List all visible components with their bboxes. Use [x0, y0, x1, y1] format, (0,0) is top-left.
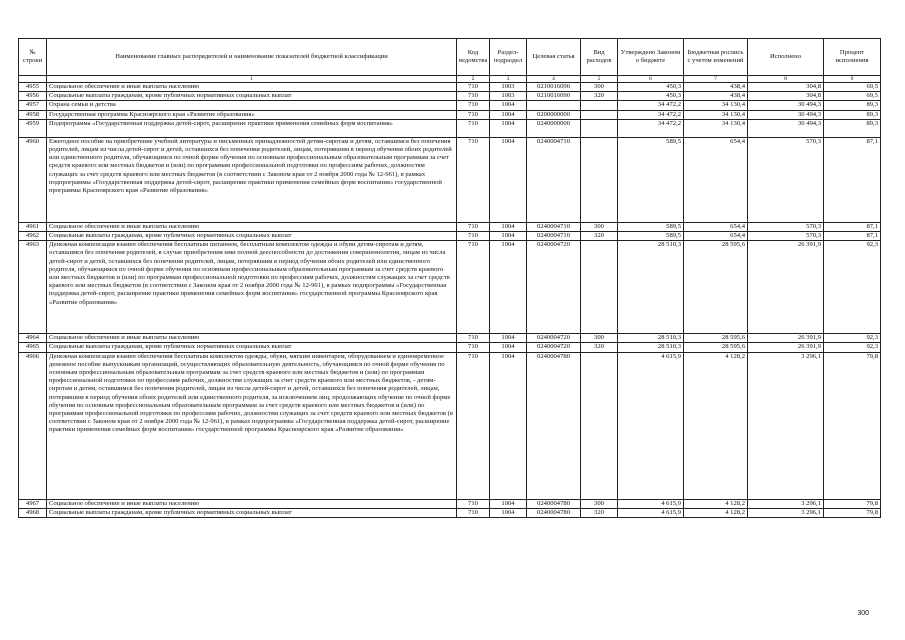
row-executed: 3 296,1	[748, 508, 824, 517]
row-number: 4957	[19, 101, 47, 110]
row-name: Социальное обеспечение и иные выплаты населению	[47, 499, 457, 508]
row-budget: 4 128,2	[684, 499, 748, 508]
row-expense-type: 300	[581, 83, 618, 92]
row-executed: 26 391,9	[748, 334, 824, 343]
row-target-code: 0240004710	[527, 232, 581, 241]
row-approved: 450,3	[618, 92, 684, 101]
row-number: 4960	[19, 137, 47, 222]
row-section-code: 1004	[490, 352, 527, 499]
column-number: 5	[581, 76, 618, 83]
row-number: 4956	[19, 92, 47, 101]
header-target: Целевая статья	[527, 39, 581, 76]
row-name: Социальное обеспечение и иные выплаты населению	[47, 334, 457, 343]
row-approved: 4 615,9	[618, 499, 684, 508]
column-number: 6	[618, 76, 684, 83]
row-budget: 34 130,4	[684, 119, 748, 137]
row-target-code: 0240004720	[527, 343, 581, 352]
row-budget: 4 128,2	[684, 508, 748, 517]
row-budget: 438,4	[684, 92, 748, 101]
row-target-code: 0240000000	[527, 119, 581, 137]
row-approved: 28 510,3	[618, 334, 684, 343]
row-target-code: 0240004780	[527, 499, 581, 508]
row-expense-type	[581, 101, 618, 110]
row-approved: 589,5	[618, 137, 684, 222]
row-budget: 28 595,6	[684, 334, 748, 343]
row-dept-code: 710	[457, 334, 490, 343]
row-approved: 28 510,3	[618, 343, 684, 352]
header-section: Раздел-подраздел	[490, 39, 527, 76]
row-name: Подпрограмма «Государственная поддержка детей-сирот, расширение практики применения семейных форм воспитания»	[47, 119, 457, 137]
row-number: 4955	[19, 83, 47, 92]
row-section-code: 1004	[490, 119, 527, 137]
row-expense-type	[581, 110, 618, 119]
column-number	[19, 76, 47, 83]
row-number: 4965	[19, 343, 47, 352]
row-section-code: 1004	[490, 334, 527, 343]
row-name: Ежегодное пособие на приобретение учебной литературы и письменных принадлежностей детям-сиротам и детям, оставшимся без попечения родителей, лицам из числа детей-сирот и детей, оставшихся без попечения родителей, лицам, потерявшим в период обучения обоих родителей или единственного родителя, обучающимся по очной форме обучения по основным профессиональным образовательным программам за счет средств краевого или местных бюджетов и (или) по программам профессиональной подготовки по профессиям рабочих, должностям служащих за счет средств краевого или местных бюджетов (в соответствии с Законом края от 2 ноября 2000 года № 12-961), в рамках подпрограммы «Государственная поддержка детей-сирот, расширение практики применения семейных форм воспитания» государственной программы Красноярского края «Развитие образования»	[47, 137, 457, 222]
row-expense-type	[581, 352, 618, 499]
row-target-code: 0200000000	[527, 110, 581, 119]
row-dept-code: 710	[457, 352, 490, 499]
row-percent: 79,8	[824, 352, 881, 499]
row-expense-type: 320	[581, 343, 618, 352]
header-row	[19, 39, 881, 76]
row-name: Денежная компенсация взамен обеспечения бесплатным комплектом одежды, обуви, мягким инвентарем, оборудованием и единовременное денежное пособие выпускникам организаций, осуществляющих образовательную деятельность, обучающимся по очной форме обучения по основным профессиональным образовательным программам за счет средств краевого или местных бюджетов и (или) по программам профессиональной подготовки по профессиям рабочих, должностям служащих за счет средств краевого или местных бюджетов, - детям-сиротам и детям, оставшимся без попечения родителей, лицам из числа детей-сирот и детей, оставшихся без попечения родителей, лицам, потерявшим в период обучения обоих родителей или единственного родителя, за исключением лиц, продолжающих обучение по очной форме обучения по основным профессиональным образовательным программам за счет средств краевого или местных бюджетов и (или) по программам профессиональной подготовки по профессиям рабочих, должностям служащих за счет средств краевого или местных бюджетов (в соответствии с Законом края от 2 ноября 2000 года № 12-961), в рамках подпрограммы «Государственная поддержка детей-сирот, расширение практики применения семейных форм воспитания» государственной программы Красноярского края «Развитие образования»	[47, 352, 457, 499]
row-executed: 3 296,1	[748, 499, 824, 508]
row-approved: 450,3	[618, 83, 684, 92]
row-expense-type	[581, 119, 618, 137]
row-dept-code: 710	[457, 92, 490, 101]
row-target-code	[527, 101, 581, 110]
row-name: Социальные выплаты гражданам, кроме публичных нормативных социальных выплат	[47, 508, 457, 517]
header-row-no: № строки	[19, 39, 47, 76]
row-executed: 570,3	[748, 232, 824, 241]
row-executed: 26 391,9	[748, 343, 824, 352]
row-number: 4963	[19, 241, 47, 334]
row-dept-code: 710	[457, 499, 490, 508]
row-approved: 589,5	[618, 222, 684, 231]
row-expense-type: 320	[581, 232, 618, 241]
row-budget: 4 128,2	[684, 352, 748, 499]
column-number: 9	[824, 76, 881, 83]
table-body	[19, 83, 881, 518]
row-target-code: 0240004710	[527, 222, 581, 231]
table-row	[19, 241, 881, 334]
table-row	[19, 92, 881, 101]
row-expense-type: 300	[581, 499, 618, 508]
row-section-code: 1004	[490, 101, 527, 110]
row-approved: 34 472,2	[618, 110, 684, 119]
row-number: 4962	[19, 232, 47, 241]
header-approved: Утверждено Законом о бюджете	[618, 39, 684, 76]
row-target-code: 0210016090	[527, 83, 581, 92]
row-budget: 438,4	[684, 83, 748, 92]
row-executed: 304,8	[748, 83, 824, 92]
row-number: 4959	[19, 119, 47, 137]
row-name: Социальное обеспечение и иные выплаты населению	[47, 222, 457, 231]
header-dept: Код ведомства	[457, 39, 490, 76]
row-section-code: 1004	[490, 508, 527, 517]
row-section-code: 1004	[490, 110, 527, 119]
table-row	[19, 119, 881, 137]
row-section-code: 1004	[490, 222, 527, 231]
row-number: 4958	[19, 110, 47, 119]
row-approved: 34 472,2	[618, 119, 684, 137]
row-percent: 69,5	[824, 83, 881, 92]
table-row	[19, 83, 881, 92]
row-percent: 89,3	[824, 101, 881, 110]
row-budget: 34 130,4	[684, 110, 748, 119]
row-dept-code: 710	[457, 101, 490, 110]
row-section-code: 1004	[490, 137, 527, 222]
row-budget: 654,4	[684, 232, 748, 241]
row-budget: 28 595,6	[684, 241, 748, 334]
row-percent: 92,3	[824, 334, 881, 343]
budget-table	[18, 38, 881, 518]
row-budget: 654,4	[684, 222, 748, 231]
column-number: 8	[748, 76, 824, 83]
column-number: 3	[490, 76, 527, 83]
row-section-code: 1004	[490, 241, 527, 334]
column-number: 2	[457, 76, 490, 83]
row-approved: 589,5	[618, 232, 684, 241]
column-number: 4	[527, 76, 581, 83]
row-percent: 92,3	[824, 241, 881, 334]
row-target-code: 0240004720	[527, 241, 581, 334]
row-percent: 89,3	[824, 110, 881, 119]
row-name: Социальные выплаты гражданам, кроме публичных нормативных социальных выплат	[47, 343, 457, 352]
row-name: Государственная программа Красноярского края «Развитие образования»	[47, 110, 457, 119]
row-approved: 34 472,2	[618, 101, 684, 110]
row-name: Денежная компенсация взамен обеспечения бесплатным питанием, бесплатным комплектом одежды и обуви детям-сиротам и детям, оставшимся без попечения родителей, в случае приобретения ими полной дееспособности до достижения совершеннолетия, лицам из числа детей-сирот и детей, оставшихся без попечения родителей, лицам, потерявшим в период обучения обоих родителей или единственного родителя, обучающимся по очной форме обучения по основным профессиональным образовательным программам за счет средств краевого или местных бюджетов и (или) по программам профессиональной подготовки по профессиям рабочих, должностям служащих за счет средств краевого или местных бюджетов (в соответствии с Законом края от 2 ноября 2000 года № 12-961), в рамках подпрограммы «Государственная поддержка детей-сирот, расширение практики применения семейных форм воспитания» государственной программы Красноярского края «Развитие образования»	[47, 241, 457, 334]
table-row	[19, 499, 881, 508]
row-section-code: 1004	[490, 343, 527, 352]
column-number: 7	[684, 76, 748, 83]
table-row	[19, 232, 881, 241]
row-percent: 89,3	[824, 119, 881, 137]
row-budget: 28 595,6	[684, 343, 748, 352]
row-dept-code: 710	[457, 343, 490, 352]
row-approved: 4 615,9	[618, 508, 684, 517]
row-number: 4961	[19, 222, 47, 231]
row-number: 4964	[19, 334, 47, 343]
row-target-code: 0240004710	[527, 137, 581, 222]
row-executed: 30 494,3	[748, 110, 824, 119]
row-executed: 26 391,9	[748, 241, 824, 334]
header-percent: Процент исполнения	[824, 39, 881, 76]
row-expense-type: 320	[581, 92, 618, 101]
row-executed: 304,8	[748, 92, 824, 101]
header-type: Вид расходов	[581, 39, 618, 76]
row-name: Охрана семьи и детства	[47, 101, 457, 110]
row-percent: 87,1	[824, 137, 881, 222]
row-dept-code: 710	[457, 222, 490, 231]
row-approved: 28 510,3	[618, 241, 684, 334]
row-budget: 654,4	[684, 137, 748, 222]
row-percent: 87,1	[824, 232, 881, 241]
row-expense-type: 300	[581, 334, 618, 343]
header-budget: Бюджетная роспись с учетом изменений	[684, 39, 748, 76]
row-number: 4966	[19, 352, 47, 499]
row-dept-code: 710	[457, 137, 490, 222]
row-dept-code: 710	[457, 83, 490, 92]
row-target-code: 0240004780	[527, 508, 581, 517]
row-percent: 79,8	[824, 499, 881, 508]
row-dept-code: 710	[457, 110, 490, 119]
table-row	[19, 334, 881, 343]
table-row	[19, 101, 881, 110]
row-percent: 69,5	[824, 92, 881, 101]
row-percent: 79,8	[824, 508, 881, 517]
row-name: Социальное обеспечение и иные выплаты населению	[47, 83, 457, 92]
row-number: 4967	[19, 499, 47, 508]
row-executed: 30 494,3	[748, 101, 824, 110]
row-section-code: 1003	[490, 92, 527, 101]
page-number: 300	[857, 610, 869, 617]
table-row	[19, 343, 881, 352]
row-dept-code: 710	[457, 241, 490, 334]
row-percent: 87,1	[824, 222, 881, 231]
row-section-code: 1003	[490, 83, 527, 92]
row-executed: 570,3	[748, 137, 824, 222]
table-row	[19, 222, 881, 231]
row-name: Социальные выплаты гражданам, кроме публичных нормативных социальных выплат	[47, 92, 457, 101]
row-dept-code: 710	[457, 119, 490, 137]
table-row	[19, 352, 881, 499]
row-approved: 4 615,9	[618, 352, 684, 499]
row-target-code: 0240004780	[527, 352, 581, 499]
row-expense-type	[581, 241, 618, 334]
budget-execution-sheet	[18, 38, 880, 518]
header-name: Наименование главных распорядителей и наименование показателей бюджетной классификации	[47, 39, 457, 76]
row-executed: 570,3	[748, 222, 824, 231]
table-row	[19, 508, 881, 517]
table-row	[19, 110, 881, 119]
row-expense-type: 300	[581, 222, 618, 231]
row-budget: 34 130,4	[684, 101, 748, 110]
row-target-code: 0210016090	[527, 92, 581, 101]
header-executed: Исполнено	[748, 39, 824, 76]
row-expense-type: 320	[581, 508, 618, 517]
row-expense-type	[581, 137, 618, 222]
table-row	[19, 137, 881, 222]
row-number: 4968	[19, 508, 47, 517]
column-number-row	[19, 76, 881, 83]
row-section-code: 1004	[490, 232, 527, 241]
row-executed: 30 494,3	[748, 119, 824, 137]
row-executed: 3 296,1	[748, 352, 824, 499]
row-dept-code: 710	[457, 232, 490, 241]
row-section-code: 1004	[490, 499, 527, 508]
row-target-code: 0240004720	[527, 334, 581, 343]
row-dept-code: 710	[457, 508, 490, 517]
column-number: 1	[47, 76, 457, 83]
row-percent: 92,3	[824, 343, 881, 352]
row-name: Социальные выплаты гражданам, кроме публичных нормативных социальных выплат	[47, 232, 457, 241]
